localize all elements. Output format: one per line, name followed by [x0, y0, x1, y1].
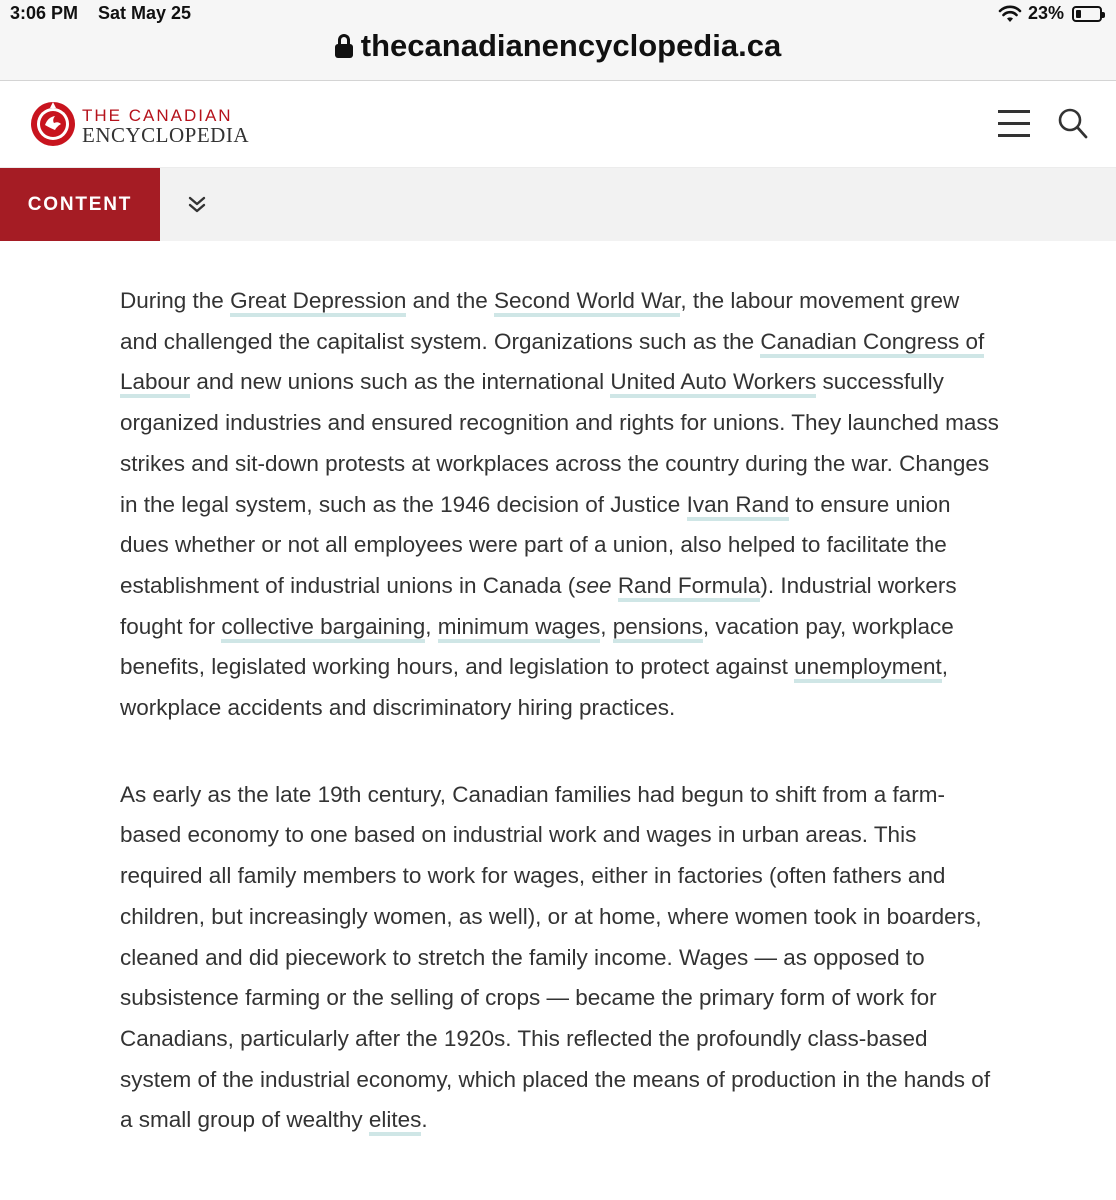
link-second-world-war[interactable]: Second World War: [494, 288, 680, 317]
logo-text-top[interactable]: THE CANADIAN: [82, 106, 233, 125]
url-text: thecanadianencyclopedia.ca: [360, 28, 782, 63]
wifi-icon: [998, 5, 1022, 23]
status-date: Sat May 25: [98, 3, 192, 23]
article-paragraph: As early as the late 19th century, Canadian families had begun to shift from a farm-based economy to one based on industrial work and wages in urban areas. This required all family members to work for wages, either in factories (often fathers and children, but increasingly women, as well), or at home, where women took in boarders, cleaned and did piecework to stretch the family income. Wages — as opposed to subsistence farming or the selling of crops — became the primary form of work for Canadians, particularly after the 1920s. This reflected the profoundly class-based system of the industrial economy, which placed the means of production in the hands of a small group of wealthy elites.: [120, 775, 1000, 1141]
link-unemployment[interactable]: unemployment: [794, 654, 942, 683]
battery-level: [1076, 10, 1081, 18]
lock-icon: [335, 34, 353, 58]
site-header: [0, 81, 1116, 168]
link-rand-formula[interactable]: Rand Formula: [618, 573, 761, 602]
logo-text-bottom[interactable]: ENCYCLOPEDIA: [82, 123, 249, 147]
browser-status-bar: [0, 0, 1116, 81]
link-elites[interactable]: elites: [369, 1107, 422, 1136]
link-ivan-rand[interactable]: Ivan Rand: [687, 492, 790, 521]
battery-percent: 23%: [1028, 3, 1065, 23]
logo-emblem-icon[interactable]: [28, 99, 78, 149]
link-great-depression[interactable]: Great Depression: [230, 288, 406, 317]
link-pensions[interactable]: pensions: [613, 614, 703, 643]
chevron-double-down-icon[interactable]: [186, 193, 208, 217]
address-bar[interactable]: [0, 28, 1116, 64]
battery-icon: [1072, 6, 1102, 22]
search-icon[interactable]: [1058, 108, 1088, 140]
link-collective-bargaining[interactable]: collective bargaining: [221, 614, 425, 643]
link-united-auto-workers[interactable]: United Auto Workers: [610, 369, 816, 398]
status-time: 3:06 PM: [10, 3, 79, 23]
link-minimum-wages[interactable]: minimum wages: [438, 614, 601, 643]
link-canadian-congress-of-labour[interactable]: Canadian Congress of Labour: [120, 329, 984, 399]
article-paragraph: During the Great Depression and the Second World War, the labour movement grew and challenged the capitalist system. Organizations such as the Canadian Congress of Labour and new unions such as the international United Auto Workers successfully organized industries and ensured recognition and rights for unions. They launched mass strikes and sit-down protests at workplaces across the country during the war. Changes in the legal system, such as the 1946 decision of Justice Ivan Rand to ensure union dues whether or not all employees were part of a union, also helped to facilitate the establishment of industrial unions in Canada (see Rand Formula). Industrial workers fought for collective bargaining, minimum wages, pensions, vacation pay, workplace benefits, legislated working hours, and legislation to protect against unemployment, workplace accidents and discriminatory hiring practices.: [120, 288, 999, 721]
article-body: [120, 281, 1000, 1141]
content-bar: [0, 168, 1116, 241]
menu-icon[interactable]: [998, 110, 1030, 138]
content-tab[interactable]: CONTENT: [0, 168, 160, 241]
